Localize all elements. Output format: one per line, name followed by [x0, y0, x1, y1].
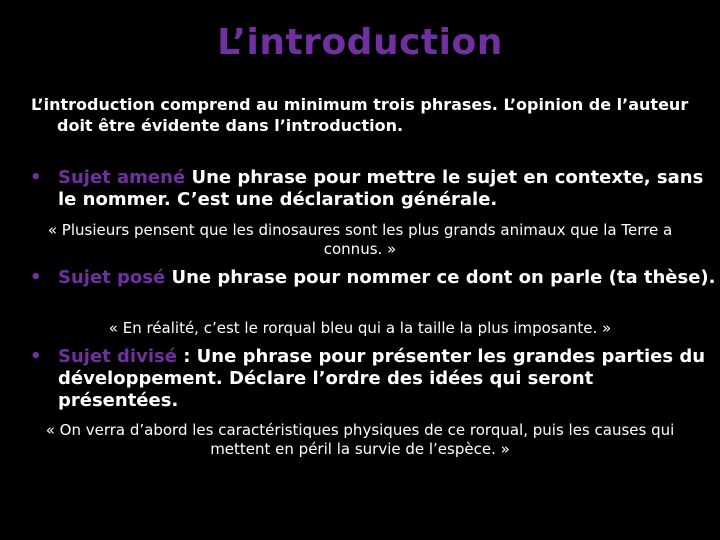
- bullet-icon: •: [30, 267, 42, 288]
- bullet-sujet-divise: [30, 346, 718, 412]
- bullet-sujet-amene: [30, 167, 718, 211]
- intro-paragraph: L’introduction comprend au minimum trois phrases. L’opinion de l’auteur doit être évidente dans l’introduction.: [31, 95, 689, 135]
- example-sujet-amene: « Plusieurs pensent que les dinosaures sont les plus grands animaux que la Terre a connus. »: [47, 221, 673, 258]
- bullet-sujet-pose: [30, 267, 718, 289]
- bullet-icon: •: [30, 167, 42, 188]
- bullet-term: Sujet amené: [58, 167, 186, 188]
- bullet-term: Sujet posé: [58, 267, 166, 288]
- bullet-description: Une phrase pour nommer ce dont on parle (ta thèse).: [171, 267, 716, 288]
- slide-title: L’introduction: [217, 22, 503, 63]
- example-sujet-pose: « En réalité, c’est le rorqual bleu qui a la taille la plus imposante. »: [108, 319, 612, 337]
- bullet-description: Une phrase pour présenter les grandes parties du développement. Déclare l’ordre des idées qui seront présentées.: [58, 346, 706, 411]
- bullet-separator: :: [176, 346, 191, 367]
- example-sujet-divise: « On verra d’abord les caractéristiques physiques de ce rorqual, puis les causes qui mettent en péril la survie de l’espèce. »: [45, 421, 675, 458]
- bullet-description: Une phrase pour mettre le sujet en contexte, sans le nommer. C’est une déclaration générale.: [58, 167, 704, 210]
- bullet-term: Sujet divisé: [58, 346, 177, 367]
- bullet-icon: •: [30, 346, 42, 367]
